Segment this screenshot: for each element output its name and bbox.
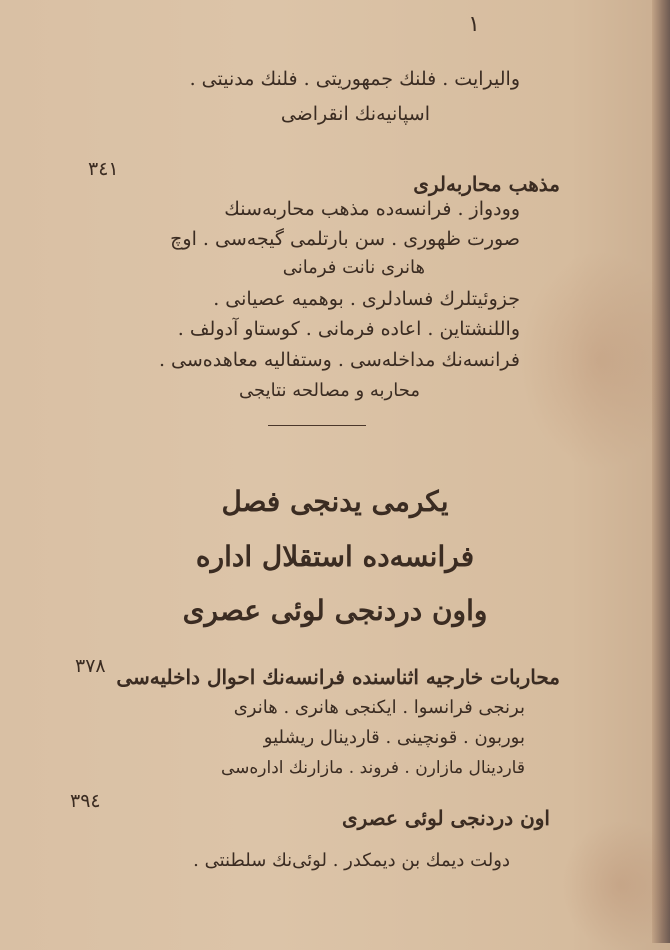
toc-line: برنجی فرانسوا . ایکنجی هانری . هانری bbox=[233, 697, 525, 718]
chapter-subtitle: واون دردنجی لوئی عصری bbox=[182, 594, 488, 627]
toc-line: هانری نانت فرمانی bbox=[282, 257, 425, 278]
paper-stain bbox=[520, 250, 670, 470]
toc-line: فرانسه‌نك مداخله‌سی . وستفالیه معاهده‌سی . bbox=[158, 349, 520, 371]
toc-line: واللنشتاین . اعاده فرمانی . کوستاو آدولف . bbox=[177, 318, 520, 340]
section-title: محاربات خارجیه اثناسنده فرانسه‌نك احوال داخلیه‌سی bbox=[116, 665, 560, 689]
toc-line: بوربون . قونچینی . قاردینال ریشلیو bbox=[263, 727, 525, 748]
section-divider bbox=[268, 425, 366, 426]
paper-stain bbox=[560, 820, 670, 950]
section-title: مذهب محاربه‌لری bbox=[413, 172, 560, 196]
toc-line: محاربه و مصالحه نتایجی bbox=[238, 380, 420, 401]
page-number: ١ bbox=[468, 12, 480, 37]
page-ref: ٣٧٨ bbox=[75, 655, 106, 677]
page-ref: ٣٤١ bbox=[88, 158, 119, 180]
section-title: اون دردنجی لوئی عصری bbox=[341, 806, 550, 830]
page-edge bbox=[652, 0, 670, 943]
continuation-line-1: والیرایت . فلنك جمهوریتی . فلنك مدنیتی . bbox=[189, 68, 520, 90]
toc-line: وودواز . فرانسه‌ده مذهب محاربه‌سنك bbox=[224, 198, 520, 220]
page-ref: ٣٩٤ bbox=[70, 790, 101, 812]
toc-line: صورت ظهوری . سن بارتلمی گیجه‌سی . اوچ bbox=[170, 228, 520, 250]
toc-line: دولت دیمك بن دیمکدر . لوئی‌نك سلطنتی . bbox=[193, 850, 510, 871]
toc-line: قاردینال مازارن . فروند . مازارنك اداره‌سی bbox=[220, 758, 525, 778]
chapter-number: یکرمی یدنجی فصل bbox=[221, 485, 449, 518]
chapter-title: فرانسه‌ده استقلال اداره bbox=[195, 540, 475, 573]
toc-line: جزوئیتلرك فسادلری . بوهمیه عصیانی . bbox=[213, 288, 520, 310]
continuation-line-2: اسپانیه‌نك انقراضی bbox=[280, 103, 430, 125]
